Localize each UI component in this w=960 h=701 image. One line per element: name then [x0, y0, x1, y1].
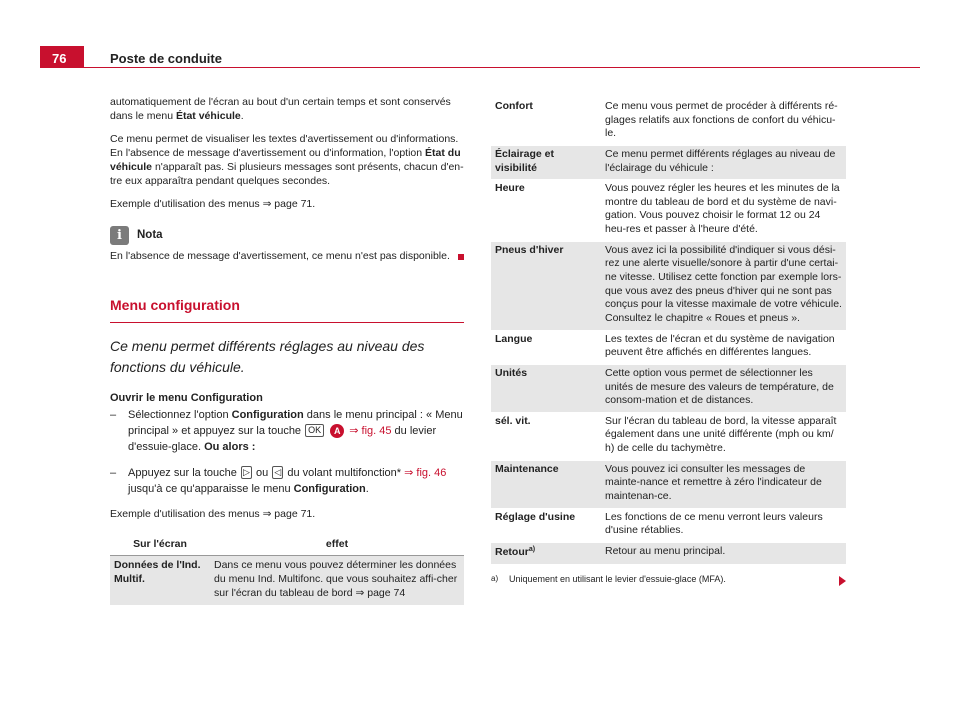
paragraph-example-ref: Exemple d'utilisation des menus ⇒ page 71. — [110, 197, 316, 210]
paragraph-warnings: Ce menu permet de visualiser les textes d'avertissement ou d'informations. En l'absence de message d'avertissement ou d'information, l'option État du véhicule n'apparaît pas. Si plusieurs messages sont présents, chacun d'en-tre eux apparaîtra pendant quelques secondes. — [110, 132, 464, 187]
menu-value: Vous pouvez régler les heures et les minutes de la montre du tableau de bord et du système de navi-gation. Vous pouvez choisir le format 12 ou 24 heu-res et passer à l'heure d'été. — [601, 180, 846, 242]
nota-title: Nota — [137, 228, 163, 241]
footnote-text: Uniquement en utilisant le levier d'essuie-glace (MFA). — [509, 573, 726, 584]
configuration-menu-table — [491, 98, 846, 564]
fig-45-link[interactable]: ⇒ fig. 45 — [349, 425, 392, 438]
menu-value: Les textes de l'écran et du système de navigation peuvent être affichés en différentes langues. — [601, 330, 846, 364]
nota-text-line — [110, 250, 464, 264]
info-icon: i — [110, 226, 129, 245]
menu-value: Les fonctions de ce menu verront leurs valeurs d'usine rétablies. — [601, 508, 846, 542]
paragraph-etat-vehicule: automatiquement de l'écran au bout d'un certain temps et sont conservés dans le menu État véhicule. — [110, 96, 451, 122]
left-arrow-key-icon: ◁ — [272, 466, 283, 479]
menu-key-maintenance: Maintenance — [491, 460, 601, 508]
ok-key-icon: OK — [305, 424, 324, 437]
nota-heading — [110, 226, 464, 245]
table-row — [491, 180, 846, 242]
table-cell-key: Données de l'Ind. Multif. — [110, 556, 210, 605]
footnote-mark: a) — [491, 573, 499, 583]
continue-arrow-icon — [839, 576, 846, 586]
section-subtitle: Ce menu permet différents réglages au niveau des fonctions du véhicule. — [110, 338, 425, 375]
step-item-1: – Sélectionnez l'option Configuration dans le menu principal : « Menu principal » et appuyez sur la touche OK A ⇒ fig. 45 du levier d'essuie-glace. Ou alors : — [110, 409, 463, 454]
sub-heading: Ouvrir le menu Configuration — [110, 391, 263, 404]
nota-text: En l'absence de message d'avertissement, ce menu n'est pas disponible. — [110, 249, 450, 262]
menu-value: Cette option vous permet de sélectionner les unités de mesure des valeurs de température, de consom-mation et de distances. — [601, 364, 846, 412]
menu-value: Ce menu permet différents réglages au niveau de l'éclairage du véhicule : — [601, 145, 846, 179]
table-row — [110, 556, 464, 605]
footnote-ref: a) — [528, 545, 536, 553]
fig-46-link[interactable]: ⇒ fig. 46 — [404, 467, 447, 480]
section-title: Menu configuration — [110, 296, 464, 324]
menu-key-unites: Unités — [491, 364, 601, 412]
menu-name-etat-vehicule: État véhicule — [175, 109, 241, 122]
steps-list — [110, 408, 464, 498]
table-row — [491, 542, 846, 563]
menu-value: Ce menu vous permet de procéder à différents ré-glages relatifs aux fonctions de confort du véhicu-le. — [605, 100, 838, 140]
right-column — [491, 98, 846, 586]
footnote — [491, 574, 846, 586]
menu-key-retour: Retour$^{a)}$ — [491, 542, 601, 563]
table-row — [491, 98, 846, 145]
left-column — [110, 96, 464, 605]
end-of-section-square-icon — [458, 254, 464, 260]
table-row — [491, 241, 846, 330]
menu-value: Vous avez ici la possibilité d'indiquer si vous dési-rez une alerte visuelle/sonore à partir d'une certai-ne vitesse. Utilisez cette fonction par exemple lors-que vous avez des pneus d'hiver qui ne sont pas conçus pour la vitesse maximale de votre véhicule. Consultez le chapitre « Roues et pneus ». — [601, 241, 846, 330]
page-header-title: Poste de conduite — [110, 51, 222, 66]
menu-key-langue: Langue — [491, 330, 601, 364]
menu-value: Sur l'écran du tableau de bord, la vitesse apparaît également dans une unité différente (mph ou km/ h) de celle du tachymètre. — [601, 412, 846, 460]
table-row — [491, 145, 846, 179]
table-cell-value: Dans ce menu vous pouvez déterminer les données du menu Ind. Multifonc. que vous souhaitez affi-cher sur l'écran du tableau de bord ⇒ page 74 — [210, 556, 464, 605]
table-row — [491, 330, 846, 364]
menu-value: Vous pouvez ici consulter les messages de mainte-nance et remettre à zéro l'indicateur de maintenan-ce. — [601, 460, 846, 508]
header-rule — [84, 67, 920, 68]
menu-key-confort: Confort — [495, 100, 533, 112]
right-arrow-key-icon: ▷ — [241, 466, 252, 479]
paragraph-example-ref-2: Exemple d'utilisation des menus ⇒ page 71. — [110, 508, 316, 521]
callout-a-icon: A — [330, 424, 344, 438]
step-item-2: – Appuyez sur la touche ▷ ou ◁ du volant multifonction* ⇒ fig. 46 jusqu'à ce qu'apparaisse le menu Configuration. — [110, 467, 447, 496]
table-row — [491, 460, 846, 508]
menu-value: Retour au menu principal. — [601, 542, 846, 563]
page-number: 76 — [40, 46, 84, 68]
menu-key-pneus: Pneus d'hiver — [491, 241, 601, 330]
table-row — [491, 412, 846, 460]
table-row — [491, 508, 846, 542]
table-row — [491, 364, 846, 412]
table-header-screen: Sur l'écran — [110, 536, 210, 555]
table-header-effect: effet — [210, 536, 464, 555]
menu-key-sel-vit: sél. vit. — [491, 412, 601, 460]
option-etat-du-vehicule: État du véhicule — [110, 146, 461, 173]
screen-effect-table — [110, 536, 464, 605]
menu-key-eclairage: Éclairage et visibilité — [491, 145, 601, 179]
menu-key-reglage-usine: Réglage d'usine — [491, 508, 601, 542]
menu-key-heure: Heure — [491, 180, 601, 242]
